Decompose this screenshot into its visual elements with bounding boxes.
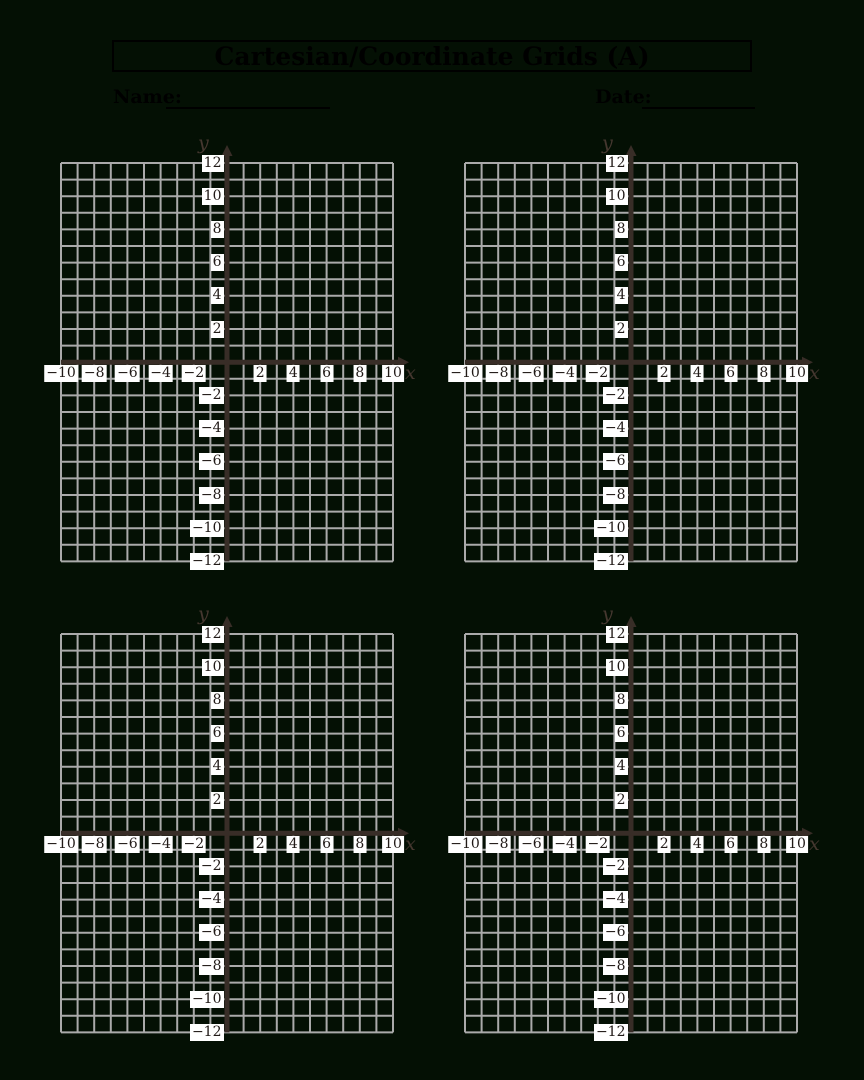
x-tick-label: 6 — [726, 836, 736, 853]
x-tick-label: −10 — [46, 836, 76, 853]
x-tick-label: −6 — [117, 836, 138, 853]
y-tick-label: −8 — [604, 486, 626, 503]
x-tick-label: −4 — [150, 836, 171, 853]
y-tick-label: 2 — [616, 320, 626, 337]
y-tick-label: 12 — [203, 625, 222, 642]
y-tick-label: −8 — [200, 957, 222, 974]
x-tick-label: −2 — [587, 836, 609, 853]
y-tick-label: 6 — [212, 725, 222, 742]
x-tick-label: 8 — [759, 365, 769, 382]
y-tick-label: −12 — [191, 552, 222, 569]
grid-axes-svg — [36, 133, 431, 585]
y-tick-label: 2 — [212, 791, 222, 808]
x-tick-label: −8 — [487, 836, 509, 853]
y-tick-label: 8 — [212, 691, 222, 708]
coordinate-grid-top-right — [440, 133, 835, 585]
grid-axes-svg — [440, 133, 835, 585]
y-tick-label: 2 — [616, 791, 626, 808]
y-tick-label: 10 — [607, 658, 626, 675]
x-axis-label: x — [405, 833, 416, 856]
y-tick-label: −6 — [604, 924, 626, 941]
date-input-line[interactable] — [642, 107, 755, 109]
x-tick-label: 8 — [355, 836, 365, 853]
x-tick-label: 8 — [759, 836, 769, 853]
y-tick-label: 12 — [607, 154, 626, 171]
y-tick-label: 6 — [616, 254, 626, 271]
y-tick-label: 2 — [212, 320, 222, 337]
x-tick-label: 6 — [726, 365, 736, 382]
date-label: Date: — [595, 86, 652, 108]
x-tick-label: 10 — [788, 836, 806, 853]
x-tick-label: −10 — [46, 365, 76, 382]
x-tick-label: −4 — [554, 836, 575, 853]
y-axis-label: y — [602, 132, 613, 154]
x-tick-label: 4 — [692, 836, 702, 853]
y-axis-label: y — [602, 603, 613, 625]
x-tick-label: 10 — [384, 365, 402, 382]
x-tick-label: −10 — [450, 365, 480, 382]
x-tick-label: −6 — [521, 836, 542, 853]
x-tick-label: −8 — [83, 365, 105, 382]
y-tick-label: 4 — [212, 758, 222, 775]
x-tick-label: 6 — [322, 365, 332, 382]
y-tick-label: −12 — [191, 1023, 222, 1040]
y-tick-label: −2 — [200, 386, 222, 403]
title-box — [112, 40, 752, 72]
x-axis-label: x — [809, 362, 820, 385]
y-tick-label: −12 — [595, 552, 626, 569]
y-tick-label: −6 — [200, 924, 222, 941]
x-axis-label: x — [405, 362, 416, 385]
y-tick-label: 12 — [607, 625, 626, 642]
x-tick-label: −8 — [83, 836, 105, 853]
x-tick-label: −6 — [117, 365, 138, 382]
y-tick-label: 10 — [203, 658, 222, 675]
x-tick-label: 4 — [288, 836, 298, 853]
x-tick-label: −2 — [183, 365, 205, 382]
y-tick-label: −4 — [200, 420, 222, 437]
worksheet-title: Cartesian/Coordinate Grids (A) — [214, 41, 650, 71]
x-tick-label: 10 — [788, 365, 806, 382]
x-tick-label: 2 — [659, 365, 669, 382]
grid-axes-svg — [440, 604, 835, 1056]
y-tick-label: −10 — [191, 519, 222, 536]
y-tick-label: −8 — [200, 486, 222, 503]
x-tick-label: 2 — [659, 836, 669, 853]
y-tick-label: −6 — [200, 453, 222, 470]
grid-axes-svg — [36, 604, 431, 1056]
y-tick-label: −4 — [200, 891, 222, 908]
y-axis-label: y — [198, 132, 209, 154]
x-tick-label: 2 — [255, 836, 265, 853]
y-tick-label: 10 — [607, 187, 626, 204]
name-input-line[interactable] — [166, 107, 330, 109]
y-tick-label: 6 — [212, 254, 222, 271]
y-tick-label: −4 — [604, 420, 626, 437]
coordinate-grid-bottom-right — [440, 604, 835, 1056]
x-tick-label: 10 — [384, 836, 402, 853]
x-tick-label: −6 — [521, 365, 542, 382]
y-tick-label: 4 — [616, 287, 626, 304]
x-tick-label: 8 — [355, 365, 365, 382]
x-tick-label: −4 — [554, 365, 575, 382]
x-tick-label: 4 — [692, 365, 702, 382]
y-axis-label: y — [198, 603, 209, 625]
x-tick-label: −4 — [150, 365, 171, 382]
name-label: Name: — [113, 86, 182, 108]
x-tick-label: 4 — [288, 365, 298, 382]
x-tick-label: −8 — [487, 365, 509, 382]
y-tick-label: 8 — [616, 220, 626, 237]
y-tick-label: 8 — [212, 220, 222, 237]
x-tick-label: −2 — [587, 365, 609, 382]
y-tick-label: −10 — [595, 990, 626, 1007]
y-tick-label: −6 — [604, 453, 626, 470]
y-tick-label: 12 — [203, 154, 222, 171]
x-axis-label: x — [809, 833, 820, 856]
y-tick-label: −10 — [191, 990, 222, 1007]
y-tick-label: −4 — [604, 891, 626, 908]
y-tick-label: −12 — [595, 1023, 626, 1040]
coordinate-grid-top-left — [36, 133, 431, 585]
x-tick-label: 2 — [255, 365, 265, 382]
x-tick-label: −10 — [450, 836, 480, 853]
coordinate-grid-bottom-left — [36, 604, 431, 1056]
y-tick-label: 10 — [203, 187, 222, 204]
y-tick-label: −2 — [604, 857, 626, 874]
y-tick-label: −8 — [604, 957, 626, 974]
y-tick-label: 6 — [616, 725, 626, 742]
y-tick-label: −10 — [595, 519, 626, 536]
y-tick-label: 4 — [212, 287, 222, 304]
x-tick-label: −2 — [183, 836, 205, 853]
y-tick-label: 8 — [616, 691, 626, 708]
x-tick-label: 6 — [322, 836, 332, 853]
y-tick-label: −2 — [604, 386, 626, 403]
y-tick-label: −2 — [200, 857, 222, 874]
y-tick-label: 4 — [616, 758, 626, 775]
